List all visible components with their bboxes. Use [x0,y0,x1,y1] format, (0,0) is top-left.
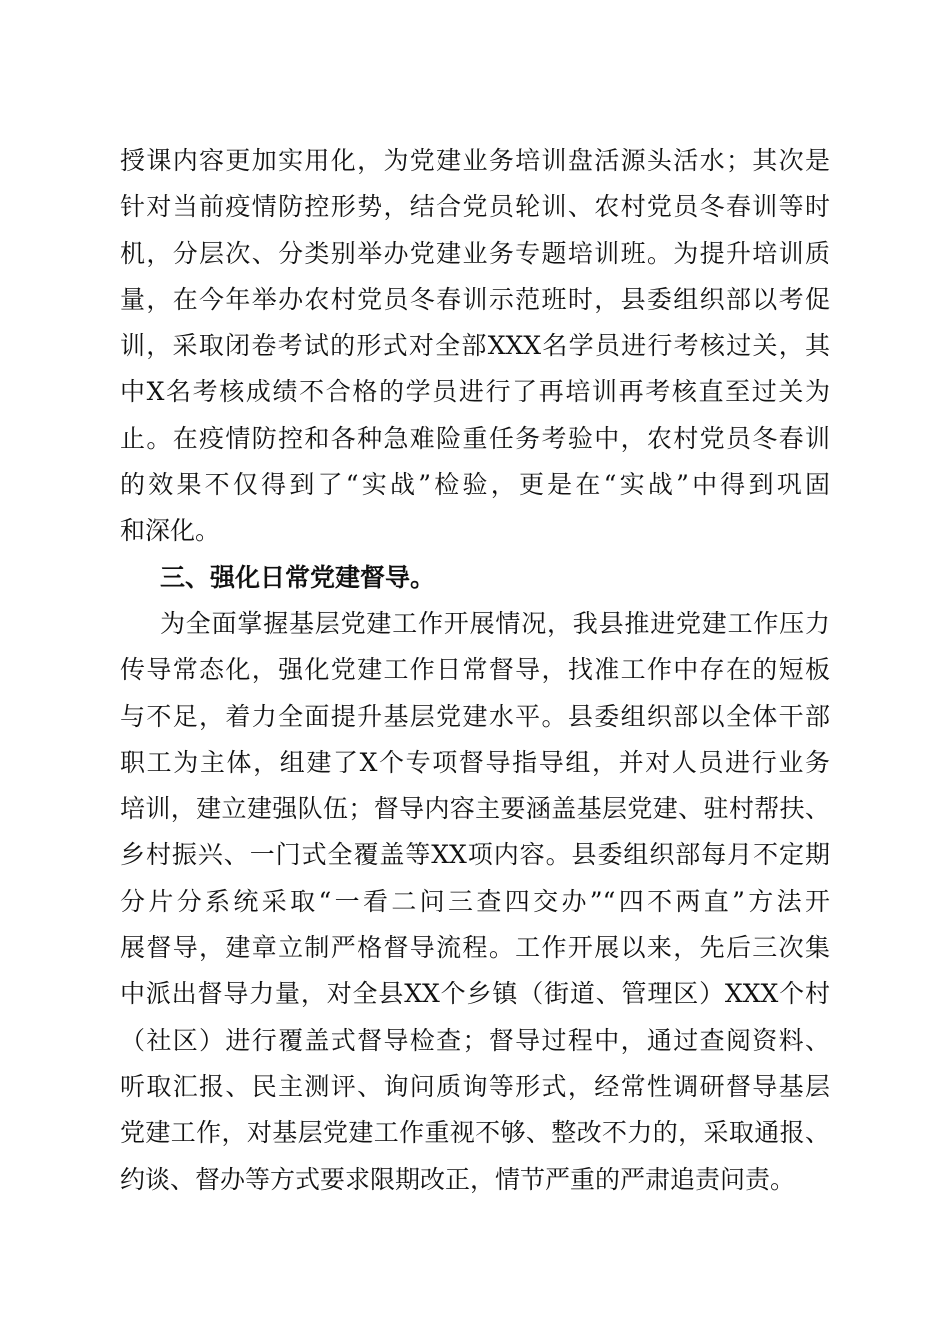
paragraph-line: 传导常态化，强化党建工作日常督导，找准工作中存在的短板 [120,655,830,685]
paragraph-line: 中X名考核成绩不合格的学员进行了再培训再考核直至过关为 [120,377,830,407]
paragraph-line: 的效果不仅得到了“实战”检验，更是在“实战”中得到巩固 [120,470,830,500]
paragraph-line: （社区）进行覆盖式督导检查；督导过程中，通过查阅资料、 [120,1025,830,1055]
paragraph-line: 听取汇报、民主测评、询问质询等形式，经常性调研督导基层 [120,1071,830,1101]
paragraph-line: 党建工作，对基层党建工作重视不够、整改不力的，采取通报、 [120,1118,830,1148]
paragraph-line: 培训，建立建强队伍；督导内容主要涵盖基层党建、驻村帮扶、 [120,794,830,824]
paragraph-line: 训，采取闭卷考试的形式对全部XXX名学员进行考核过关，其 [120,331,830,361]
paragraph-line: 为全面掌握基层党建工作开展情况，我县推进党建工作压力 [160,608,830,638]
paragraph-line: 职工为主体，组建了X个专项督导指导组，并对人员进行业务 [120,747,830,777]
paragraph-line: 止。在疫情防控和各种急难险重任务考验中，农村党员冬春训 [120,423,830,453]
paragraph-line: 和深化。 [120,516,221,546]
document-body [120,138,830,1203]
paragraph-line: 量，在今年举办农村党员冬春训示范班时，县委组织部以考促 [120,284,830,314]
paragraph-line: 展督导，建章立制严格督导流程。工作开展以来，先后三次集 [120,933,830,963]
paragraph-line: 中派出督导力量，对全县XX个乡镇（街道、管理区）XXX个村 [120,979,830,1009]
paragraph-line: 针对当前疫情防控形势，结合党员轮训、农村党员冬春训等时 [120,192,830,222]
paragraph-line: 授课内容更加实用化，为党建业务培训盘活源头活水；其次是 [120,146,830,175]
section-heading: 三、强化日常党建督导。 [160,562,436,592]
paragraph-line: 乡村振兴、一门式全覆盖等XX项内容。县委组织部每月不定期 [120,840,830,870]
paragraph-1 [120,138,830,555]
paragraph-line: 约谈、督办等方式要求限期改正，情节严重的严肃追责问责。 [120,1164,796,1194]
paragraph-2 [120,601,830,1203]
paragraph-line: 机，分层次、分类别举办党建业务专题培训班。为提升培训质 [120,238,830,268]
paragraph-line: 与不足，着力全面提升基层党建水平。县委组织部以全体干部 [120,701,830,731]
paragraph-line: 分片分系统采取“一看二问三查四交办”“四不两直”方法开 [120,886,830,916]
